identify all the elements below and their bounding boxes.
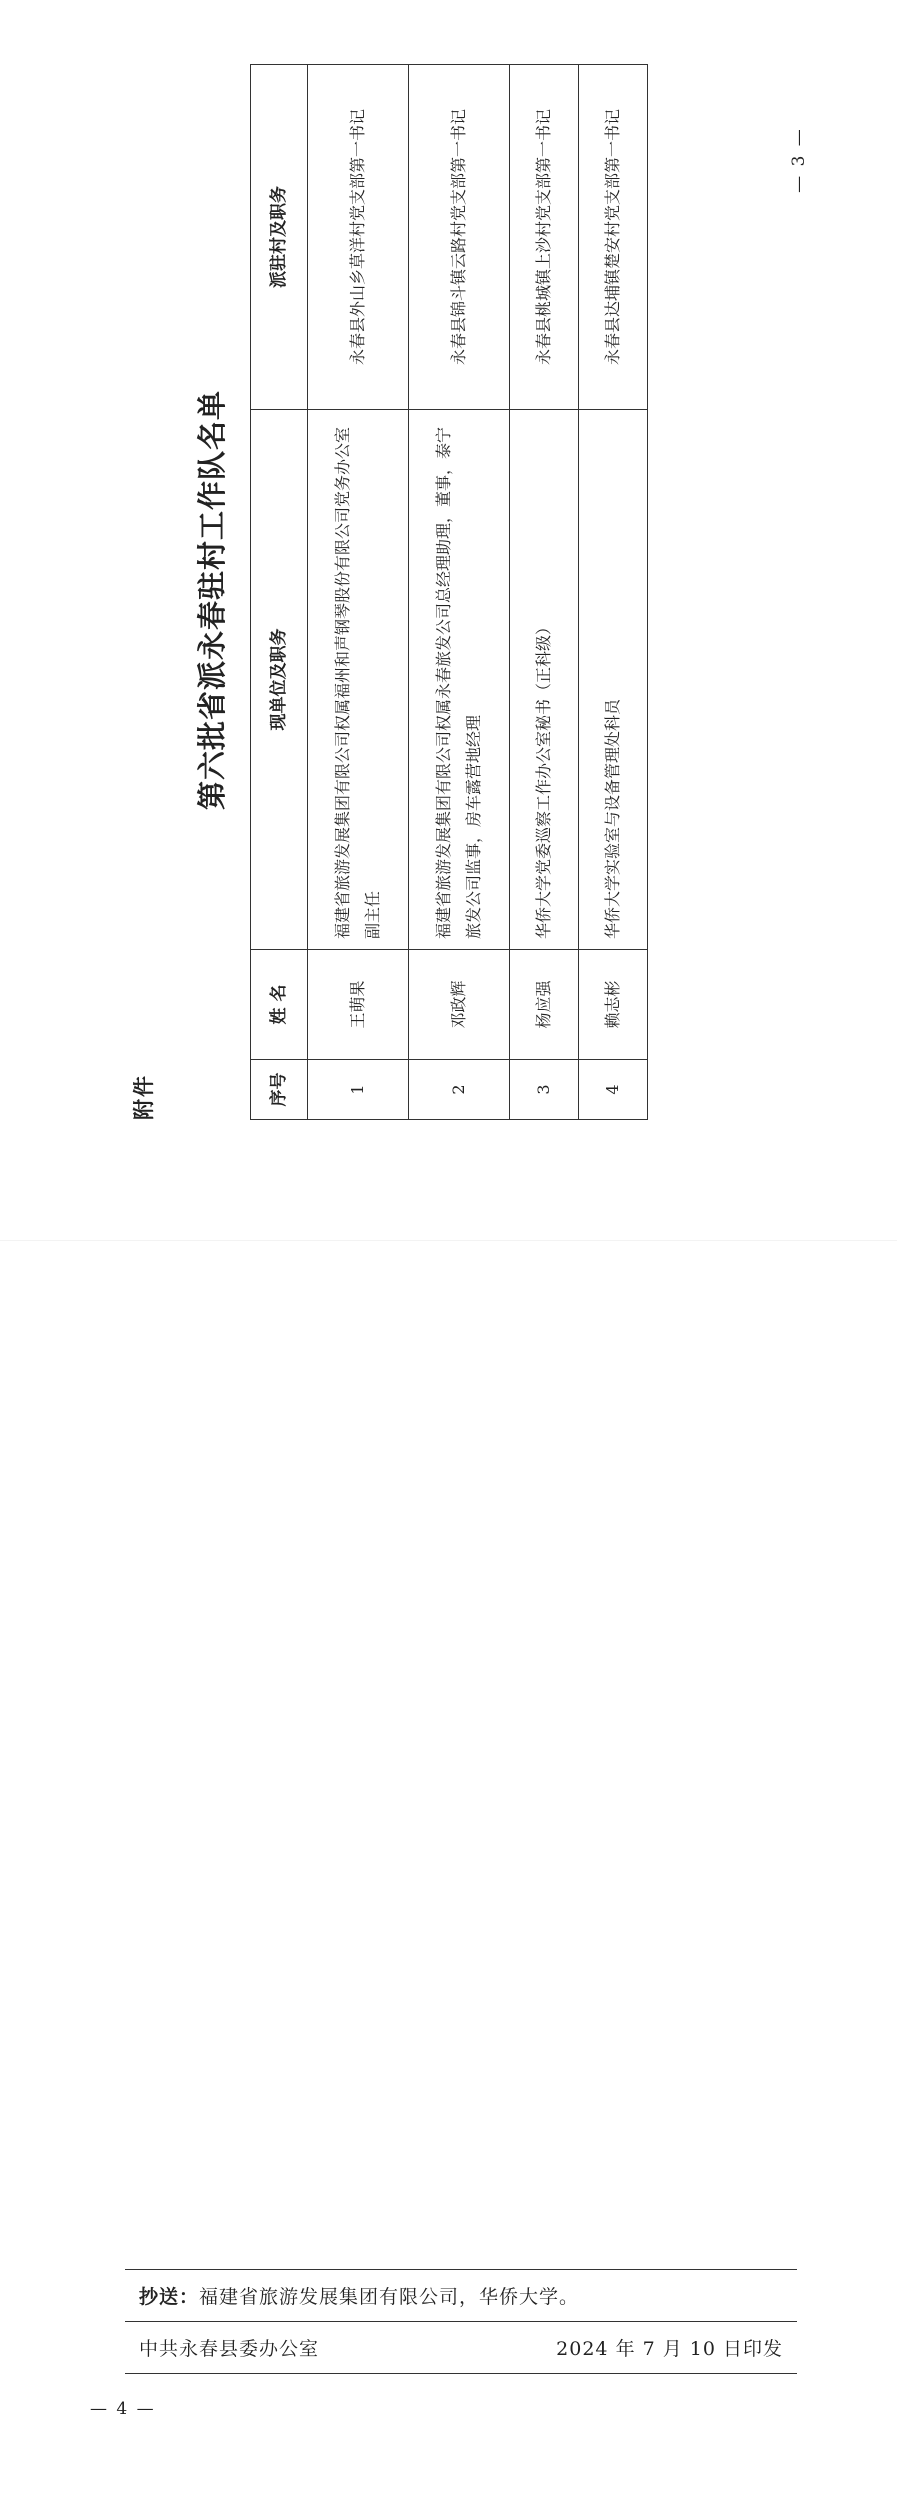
cell-village: 永春县外山乡草洋村党支部第一书记 (308, 65, 409, 410)
cell-position: 福建省旅游发展集团有限公司权属福州和声钢琴股份有限公司党务办公室副主任 (308, 410, 409, 950)
cell-position: 华侨大学党委巡察工作办公室秘书（正科级） (510, 410, 579, 950)
rotated-landscape-content (100, 60, 800, 1140)
document-title: 第六批省派永春驻村工作队名单 (195, 390, 229, 811)
header-village: 派驻村及职务 (251, 65, 308, 410)
footer-rule-bottom (125, 2373, 797, 2374)
cc-line (125, 2270, 797, 2321)
page-number-4: — 4 — (90, 2399, 156, 2419)
table-row (579, 65, 648, 1120)
issue-date: 2024 年 7 月 10 日印发 (556, 2338, 783, 2360)
cell-village: 永春县桃城镇上沙村党支部第一书记 (510, 65, 579, 410)
cell-no: 3 (510, 1060, 579, 1120)
table-header-row (251, 65, 308, 1120)
header-position: 现单位及职务 (251, 410, 308, 950)
cell-name: 王萌果 (308, 950, 409, 1060)
issuer-name: 中共永春县委办公室 (139, 2338, 320, 2360)
attachment-label: 附件 (132, 1074, 156, 1120)
cell-name: 赖志彬 (579, 950, 648, 1060)
cell-village: 永春县达埔镇楚安村党支部第一书记 (579, 65, 648, 410)
page-4 (0, 1240, 897, 2494)
header-no: 序号 (251, 1060, 308, 1120)
page-3 (0, 0, 897, 1240)
distribution-footer (125, 2269, 797, 2374)
issuer-line (125, 2322, 797, 2373)
team-roster-table (250, 64, 648, 1120)
cell-no: 4 (579, 1060, 648, 1120)
cell-position: 华侨大学实验室与设备管理处科员 (579, 410, 648, 950)
cell-name: 杨应强 (510, 950, 579, 1060)
page-number-3: — 3 — (788, 127, 809, 193)
cell-name: 邓政辉 (409, 950, 510, 1060)
header-name: 姓 名 (251, 950, 308, 1060)
cell-position: 福建省旅游发展集团有限公司权属永春旅发公司总经理助理，董事，泰宁旅发公司监事，房车露营地经理 (409, 410, 510, 950)
table-row (308, 65, 409, 1120)
table-row (409, 65, 510, 1120)
table-row (510, 65, 579, 1120)
cell-no: 2 (409, 1060, 510, 1120)
cc-label: 抄送： (139, 2286, 200, 2308)
cell-village: 永春县锦斗镇云路村党支部第一书记 (409, 65, 510, 410)
cell-no: 1 (308, 1060, 409, 1120)
cc-recipients: 福建省旅游发展集团有限公司，华侨大学。 (199, 2286, 580, 2308)
